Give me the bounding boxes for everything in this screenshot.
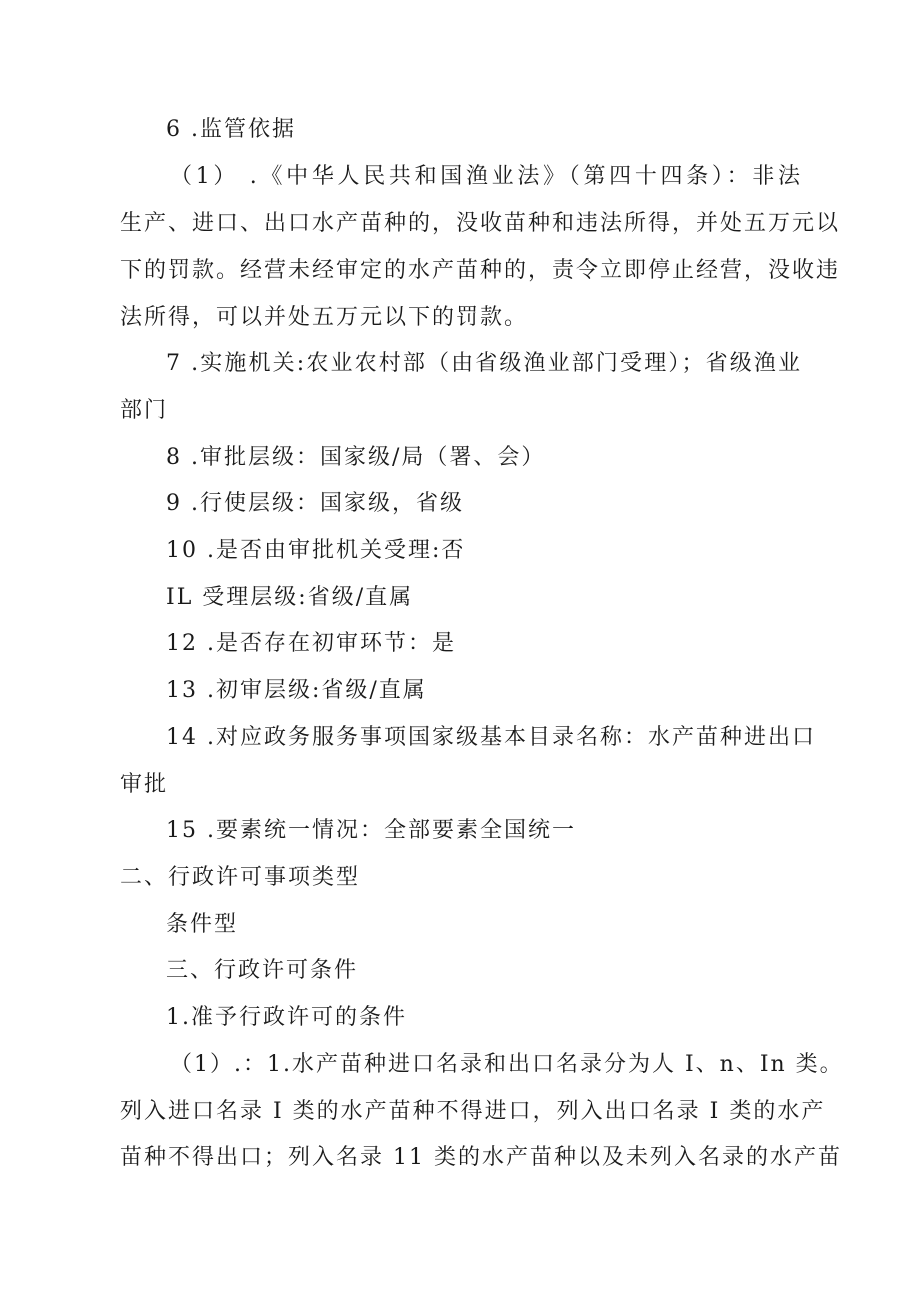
section-7-line-2: 部门 (120, 398, 169, 423)
section-11: IL 受理层级:省级/直属 (166, 585, 414, 610)
section-8: 8 .审批层级：国家级/局（署、会） (166, 445, 546, 470)
section-13: 13 .初审层级:省级/直属 (166, 678, 427, 703)
part-3-heading: 三、行政许可条件 (166, 958, 359, 983)
condition-1-heading: 1.准予行政许可的条件 (166, 1005, 407, 1030)
section-14-line-1: 14 .对应政务服务事项国家级基本目录名称：水产苗种进出口 (166, 725, 816, 750)
clause-1-line-2: 生产、进口、出口水产苗种的，没收苗种和违法所得，并处五万元以 (120, 211, 841, 236)
clause-1-line-4: 法所得，可以并处五万元以下的罚款。 (120, 305, 529, 330)
section-7-line-1: 7 .实施机关:农业农村部（由省级渔业部门受理）；省级渔业 (166, 351, 802, 376)
section-15: 15 .要素统一情况：全部要素全国统一 (166, 818, 576, 843)
section-10: 10 .是否由审批机关受理:否 (166, 538, 466, 563)
section-14-line-2: 审批 (120, 772, 169, 797)
section-9: 9 .行使层级：国家级，省级 (166, 491, 464, 516)
section-6-heading: 6 .监管依据 (166, 117, 296, 142)
clause-1-line-3: 下的罚款。经营未经审定的水产苗种的，责令立即停止经营，没收违 (120, 258, 841, 283)
part-2-value: 条件型 (166, 912, 239, 937)
condition-1-line-2: 列入进口名录 I 类的水产苗种不得进口，列入出口名录 I 类的水产 (120, 1099, 826, 1124)
condition-1-line-3: 苗种不得出口；列入名录 11 类的水产苗种以及未列入名录的水产苗 (120, 1145, 842, 1170)
clause-1-line-1: （1） .《中华人民共和国渔业法》（第四十四条）：非法 (170, 164, 802, 189)
section-12: 12 .是否存在初审环节：是 (166, 631, 456, 656)
condition-1-line-1: （1）.：1.水产苗种进口名录和出口名录分为人 I、n、In 类。 (170, 1052, 844, 1077)
part-2-heading: 二、行政许可事项类型 (120, 865, 361, 890)
